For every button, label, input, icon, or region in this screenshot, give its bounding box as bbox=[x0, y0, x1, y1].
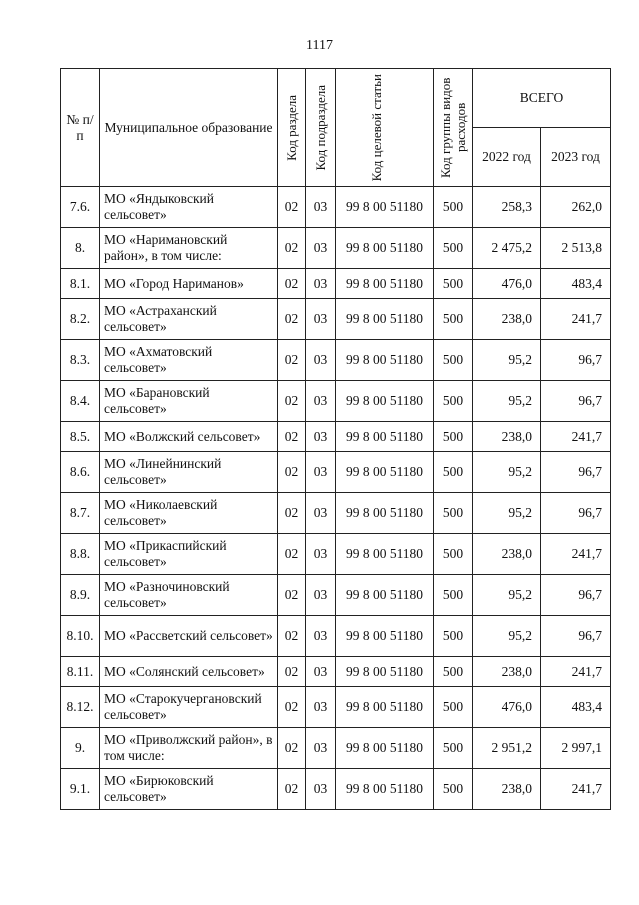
row-value-2022: 258,3 bbox=[473, 187, 541, 228]
row-article-code: 99 8 00 51180 bbox=[336, 187, 434, 228]
row-name: МО «Барановский сельсовет» bbox=[100, 381, 278, 422]
row-subsection-code: 03 bbox=[306, 187, 336, 228]
row-section-code: 02 bbox=[278, 687, 306, 728]
row-subsection-code: 03 bbox=[306, 534, 336, 575]
row-num: 8.5. bbox=[61, 422, 100, 452]
header-num: № п/п bbox=[61, 69, 100, 187]
row-value-2022: 2 951,2 bbox=[473, 728, 541, 769]
row-name: МО «Астраханский сельсовет» bbox=[100, 299, 278, 340]
row-article-code: 99 8 00 51180 bbox=[336, 493, 434, 534]
row-num: 8.10. bbox=[61, 616, 100, 657]
row-subsection-code: 03 bbox=[306, 228, 336, 269]
row-article-code: 99 8 00 51180 bbox=[336, 657, 434, 687]
row-num: 8.8. bbox=[61, 534, 100, 575]
row-value-2022: 95,2 bbox=[473, 340, 541, 381]
page-number: 1117 bbox=[306, 38, 333, 53]
header-article: Код целевой статьи bbox=[336, 69, 434, 187]
row-name: МО «Старокучергановский сельсовет» bbox=[100, 687, 278, 728]
row-subsection-code: 03 bbox=[306, 687, 336, 728]
row-article-code: 99 8 00 51180 bbox=[336, 381, 434, 422]
table-row bbox=[61, 657, 611, 687]
row-section-code: 02 bbox=[278, 299, 306, 340]
row-subsection-code: 03 bbox=[306, 269, 336, 299]
row-value-2023: 262,0 bbox=[541, 187, 611, 228]
row-article-code: 99 8 00 51180 bbox=[336, 269, 434, 299]
row-name: МО «Город Нариманов» bbox=[100, 269, 278, 299]
row-section-code: 02 bbox=[278, 422, 306, 452]
row-num: 8.6. bbox=[61, 452, 100, 493]
row-subsection-code: 03 bbox=[306, 452, 336, 493]
row-article-code: 99 8 00 51180 bbox=[336, 299, 434, 340]
row-name: МО «Линейнинский сельсовет» bbox=[100, 452, 278, 493]
row-value-2023: 241,7 bbox=[541, 769, 611, 810]
row-subsection-code: 03 bbox=[306, 340, 336, 381]
row-group-code: 500 bbox=[434, 769, 473, 810]
header-group: Код группы видов расходов bbox=[434, 69, 473, 187]
row-article-code: 99 8 00 51180 bbox=[336, 616, 434, 657]
table-row bbox=[61, 340, 611, 381]
row-value-2022: 95,2 bbox=[473, 381, 541, 422]
table-row bbox=[61, 269, 611, 299]
header-total: ВСЕГО bbox=[473, 69, 611, 128]
row-group-code: 500 bbox=[434, 269, 473, 299]
table-row bbox=[61, 299, 611, 340]
row-num: 9.1. bbox=[61, 769, 100, 810]
row-value-2022: 238,0 bbox=[473, 657, 541, 687]
row-group-code: 500 bbox=[434, 728, 473, 769]
row-value-2022: 2 475,2 bbox=[473, 228, 541, 269]
row-value-2023: 241,7 bbox=[541, 534, 611, 575]
row-value-2023: 241,7 bbox=[541, 422, 611, 452]
row-group-code: 500 bbox=[434, 534, 473, 575]
row-num: 8.4. bbox=[61, 381, 100, 422]
row-value-2022: 476,0 bbox=[473, 269, 541, 299]
row-subsection-code: 03 bbox=[306, 728, 336, 769]
row-article-code: 99 8 00 51180 bbox=[336, 534, 434, 575]
row-value-2023: 96,7 bbox=[541, 575, 611, 616]
row-value-2023: 241,7 bbox=[541, 657, 611, 687]
row-value-2023: 96,7 bbox=[541, 616, 611, 657]
row-subsection-code: 03 bbox=[306, 616, 336, 657]
table-row bbox=[61, 534, 611, 575]
table-row bbox=[61, 616, 611, 657]
row-value-2023: 483,4 bbox=[541, 687, 611, 728]
row-value-2023: 241,7 bbox=[541, 299, 611, 340]
row-article-code: 99 8 00 51180 bbox=[336, 575, 434, 616]
budget-table bbox=[60, 68, 611, 810]
row-group-code: 500 bbox=[434, 575, 473, 616]
row-subsection-code: 03 bbox=[306, 657, 336, 687]
row-value-2023: 96,7 bbox=[541, 381, 611, 422]
row-section-code: 02 bbox=[278, 616, 306, 657]
row-name: МО «Николаевский сельсовет» bbox=[100, 493, 278, 534]
row-subsection-code: 03 bbox=[306, 575, 336, 616]
row-name: МО «Яндыковский сельсовет» bbox=[100, 187, 278, 228]
row-name: МО «Наримановский район», в том числе: bbox=[100, 228, 278, 269]
row-value-2022: 95,2 bbox=[473, 575, 541, 616]
row-num: 7.6. bbox=[61, 187, 100, 228]
header-year-2023: 2023 год bbox=[541, 128, 611, 187]
header-subsection: Код подраздела bbox=[306, 69, 336, 187]
row-value-2023: 2 513,8 bbox=[541, 228, 611, 269]
row-name: МО «Ахматовский сельсовет» bbox=[100, 340, 278, 381]
row-num: 8.1. bbox=[61, 269, 100, 299]
row-value-2022: 238,0 bbox=[473, 534, 541, 575]
table-header bbox=[61, 69, 611, 187]
row-name: МО «Солянский сельсовет» bbox=[100, 657, 278, 687]
row-subsection-code: 03 bbox=[306, 422, 336, 452]
table-row bbox=[61, 728, 611, 769]
row-value-2022: 95,2 bbox=[473, 493, 541, 534]
row-section-code: 02 bbox=[278, 534, 306, 575]
row-name: МО «Приволжский район», в том числе: bbox=[100, 728, 278, 769]
table-row bbox=[61, 452, 611, 493]
row-group-code: 500 bbox=[434, 299, 473, 340]
row-subsection-code: 03 bbox=[306, 493, 336, 534]
row-section-code: 02 bbox=[278, 228, 306, 269]
row-group-code: 500 bbox=[434, 616, 473, 657]
row-section-code: 02 bbox=[278, 452, 306, 493]
row-value-2022: 95,2 bbox=[473, 452, 541, 493]
row-article-code: 99 8 00 51180 bbox=[336, 228, 434, 269]
row-group-code: 500 bbox=[434, 493, 473, 534]
row-group-code: 500 bbox=[434, 187, 473, 228]
row-num: 8.3. bbox=[61, 340, 100, 381]
row-name: МО «Волжский сельсовет» bbox=[100, 422, 278, 452]
row-section-code: 02 bbox=[278, 187, 306, 228]
row-value-2023: 2 997,1 bbox=[541, 728, 611, 769]
row-article-code: 99 8 00 51180 bbox=[336, 340, 434, 381]
row-section-code: 02 bbox=[278, 340, 306, 381]
row-section-code: 02 bbox=[278, 657, 306, 687]
table-row bbox=[61, 769, 611, 810]
row-value-2023: 483,4 bbox=[541, 269, 611, 299]
row-section-code: 02 bbox=[278, 575, 306, 616]
row-section-code: 02 bbox=[278, 769, 306, 810]
table-row bbox=[61, 422, 611, 452]
row-value-2023: 96,7 bbox=[541, 493, 611, 534]
row-value-2023: 96,7 bbox=[541, 340, 611, 381]
row-group-code: 500 bbox=[434, 422, 473, 452]
row-value-2022: 238,0 bbox=[473, 422, 541, 452]
table-row bbox=[61, 228, 611, 269]
row-value-2023: 96,7 bbox=[541, 452, 611, 493]
row-name: МО «Бирюковский сельсовет» bbox=[100, 769, 278, 810]
row-article-code: 99 8 00 51180 bbox=[336, 728, 434, 769]
row-article-code: 99 8 00 51180 bbox=[336, 769, 434, 810]
row-group-code: 500 bbox=[434, 657, 473, 687]
table-row bbox=[61, 381, 611, 422]
header-name: Муниципальное образование bbox=[100, 69, 278, 187]
row-group-code: 500 bbox=[434, 452, 473, 493]
row-group-code: 500 bbox=[434, 381, 473, 422]
row-num: 8.2. bbox=[61, 299, 100, 340]
row-group-code: 500 bbox=[434, 228, 473, 269]
row-group-code: 500 bbox=[434, 340, 473, 381]
row-name: МО «Рассветский сельсовет» bbox=[100, 616, 278, 657]
row-subsection-code: 03 bbox=[306, 381, 336, 422]
row-value-2022: 238,0 bbox=[473, 769, 541, 810]
header-section: Код раздела bbox=[278, 69, 306, 187]
row-section-code: 02 bbox=[278, 269, 306, 299]
header-year-2022: 2022 год bbox=[473, 128, 541, 187]
row-article-code: 99 8 00 51180 bbox=[336, 452, 434, 493]
row-num: 8.11. bbox=[61, 657, 100, 687]
row-article-code: 99 8 00 51180 bbox=[336, 687, 434, 728]
row-group-code: 500 bbox=[434, 687, 473, 728]
row-name: МО «Прикаспийский сельсовет» bbox=[100, 534, 278, 575]
table-row bbox=[61, 687, 611, 728]
row-section-code: 02 bbox=[278, 493, 306, 534]
row-value-2022: 476,0 bbox=[473, 687, 541, 728]
table-body bbox=[61, 187, 611, 810]
row-subsection-code: 03 bbox=[306, 769, 336, 810]
row-value-2022: 238,0 bbox=[473, 299, 541, 340]
table-row bbox=[61, 187, 611, 228]
row-num: 8.9. bbox=[61, 575, 100, 616]
row-article-code: 99 8 00 51180 bbox=[336, 422, 434, 452]
row-section-code: 02 bbox=[278, 381, 306, 422]
row-value-2022: 95,2 bbox=[473, 616, 541, 657]
table-row bbox=[61, 575, 611, 616]
row-subsection-code: 03 bbox=[306, 299, 336, 340]
row-section-code: 02 bbox=[278, 728, 306, 769]
row-num: 8.7. bbox=[61, 493, 100, 534]
table-row bbox=[61, 493, 611, 534]
row-num: 8.12. bbox=[61, 687, 100, 728]
row-name: МО «Разночиновский сельсовет» bbox=[100, 575, 278, 616]
row-num: 9. bbox=[61, 728, 100, 769]
row-num: 8. bbox=[61, 228, 100, 269]
